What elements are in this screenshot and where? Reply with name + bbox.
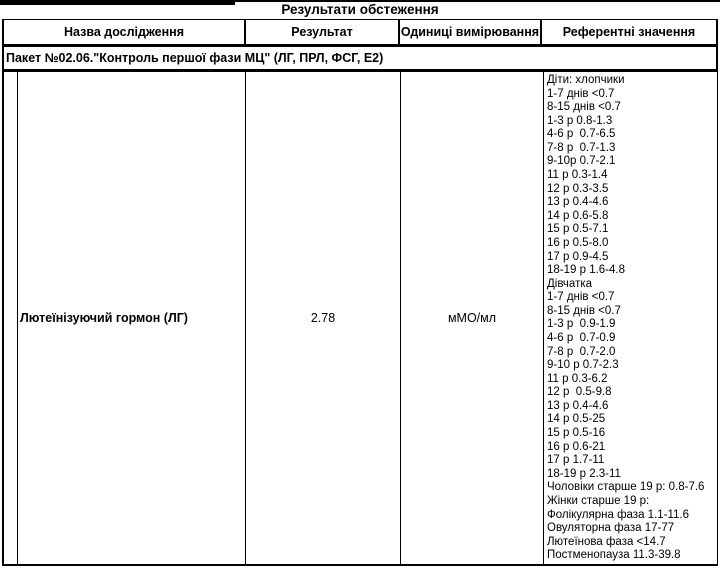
column-header-name: Назва дослідження: [4, 20, 246, 44]
column-header-result: Результат: [246, 20, 400, 44]
indent-cell: [4, 72, 18, 564]
reference-line: 18-19 р 2.3-11: [547, 467, 621, 480]
reference-line: Лютеїнова фаза <14.7: [547, 535, 666, 548]
test-result-cell: [246, 72, 401, 564]
reference-line: 8-15 днів <0.7: [547, 101, 621, 114]
reference-line: Постменопауза 11.3-39.8: [547, 549, 681, 562]
test-name: Лютеїнізуючий гормон (ЛГ): [20, 311, 188, 325]
reference-line: 1-3 р 0.8-1.3: [547, 114, 613, 127]
test-result-value: 2.78: [310, 311, 336, 325]
reference-line: 15 р 0.5-7.1: [547, 223, 609, 236]
reference-line: 14 р 0.5-25: [547, 413, 606, 426]
page-title: Результати обстеження: [281, 2, 439, 17]
reference-line: 7-8 р 0.7-2.0: [547, 345, 616, 358]
reference-values-cell: [544, 72, 717, 564]
reference-line: 12 р 0.5-9.8: [547, 386, 612, 399]
table-header-row: [2, 19, 718, 47]
reference-line: 13 р 0.4-4.6: [547, 196, 609, 209]
reference-line: 11 р 0.3-6.2: [547, 372, 608, 385]
reference-line: 1-3 р 0.9-1.9: [547, 318, 616, 331]
reference-line: 16 р 0.5-8.0: [547, 236, 609, 249]
reference-line: 18-19 р 1.6-4.8: [547, 264, 626, 277]
reference-line: 11 р 0.3-1.4: [547, 169, 608, 182]
reference-line: 8-15 днів <0.7: [547, 304, 621, 317]
reference-line: 4-6 р 0.7-6.5: [547, 128, 616, 141]
reference-line: Чоловіки старше 19 р: 0.8-7.6: [547, 481, 705, 494]
reference-line: Діти: хлопчики: [547, 74, 625, 86]
reference-line: 1-7 днів <0.7: [547, 87, 615, 100]
reference-line: 15 р 0.5-16: [547, 427, 606, 440]
reference-line: 17 р 1.7-11: [547, 454, 605, 467]
reference-line: Дівчатка: [547, 277, 593, 290]
reference-line: 16 р 0.6-21: [547, 440, 606, 453]
reference-line: Фолікулярна фаза 1.1-11.6: [547, 508, 690, 521]
reference-line: 12 р 0.3-3.5: [547, 182, 609, 195]
reference-line: 7-8 р 0.7-1.3: [547, 141, 616, 154]
test-units-value: мМО/мл: [447, 311, 497, 325]
package-section-row: [2, 47, 718, 72]
reference-line: 14 р 0.6-5.8: [547, 209, 609, 222]
reference-line: 4-6 р 0.7-0.9: [547, 331, 616, 344]
reference-line: Жінки старше 19 р:: [547, 494, 650, 507]
reference-line: 9-10р 0.7-2.1: [547, 155, 616, 168]
reference-line: 1-7 днів <0.7: [547, 291, 615, 304]
table-row: [2, 72, 718, 566]
test-units-cell: [401, 72, 544, 564]
reference-line: 17 р 0.9-4.5: [547, 250, 609, 263]
column-header-units: Одиниці вимірювання: [400, 20, 542, 44]
column-header-reference: Референтні значення: [562, 25, 696, 39]
reference-line: Овуляторна фаза 17-77: [547, 522, 675, 535]
reference-line: 13 р 0.4-4.6: [547, 399, 609, 412]
reference-line: 9-10 р 0.7-2.3: [547, 359, 619, 372]
test-name-cell: [18, 72, 246, 564]
package-section-label: Пакет №02.06."Контроль першої фази МЦ" (ЛГ, ПРЛ, ФСГ, Е2): [6, 51, 384, 65]
